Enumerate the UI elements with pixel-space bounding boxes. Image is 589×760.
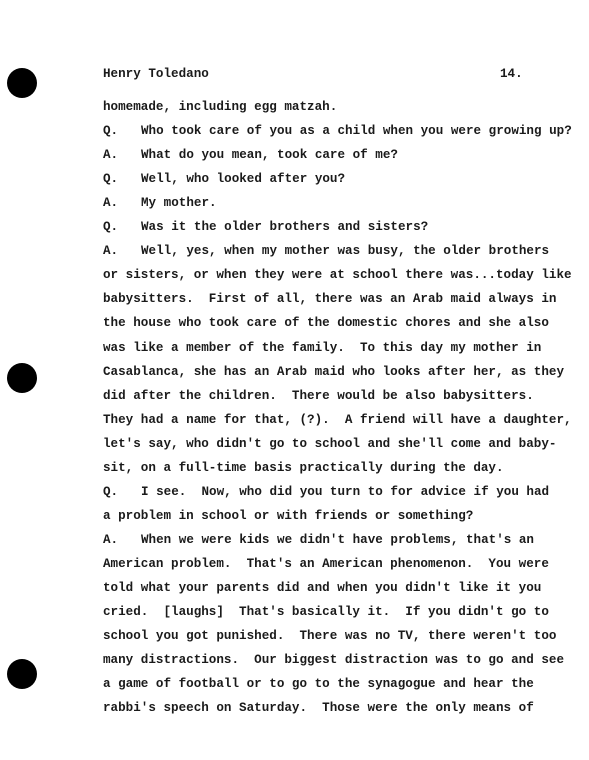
text-line: told what your parents did and when you didn't like it you: [103, 581, 542, 595]
text-line: a problem in school or with friends or something?: [103, 509, 474, 523]
text-line: sit, on a full-time basis practically during the day.: [103, 461, 504, 475]
text-line: Casablanca, she has an Arab maid who looks after her, as they: [103, 365, 565, 379]
text-line: They had a name for that, (?). A friend will have a daughter,: [103, 413, 572, 427]
speaker-marker: Q.: [103, 172, 119, 186]
line-text: My mother.: [141, 196, 217, 210]
text-line: or sisters, or when they were at school there was...today like: [103, 268, 572, 282]
qa-line: [103, 484, 550, 500]
text-line: babysitters. First of all, there was an Arab maid always in: [103, 292, 557, 306]
qa-line: [103, 219, 525, 235]
line-text: Well, who looked after you?: [141, 172, 346, 186]
qa-line: [103, 532, 534, 548]
qa-line: [103, 123, 572, 139]
qa-line: [103, 147, 525, 163]
text-line: American problem. That's an American phenomenon. You were: [103, 557, 549, 571]
line-text: I see. Now, who did you turn to for advice if you had: [141, 485, 550, 499]
speaker-marker: A.: [103, 196, 119, 210]
speaker-marker: A.: [103, 244, 119, 258]
punch-hole-top: [7, 68, 37, 98]
punch-hole-middle: [7, 363, 37, 393]
qa-line: [103, 195, 525, 211]
line-text: Was it the older brothers and sisters?: [141, 220, 429, 234]
text-line: rabbi's speech on Saturday. Those were the only means of: [103, 701, 534, 715]
line-text: When we were kids we didn't have problems, that's an: [141, 533, 534, 547]
text-line: let's say, who didn't go to school and she'll come and baby-: [103, 437, 557, 451]
speaker-marker: Q.: [103, 485, 119, 499]
line-text: Who took care of you as a child when you were growing up?: [141, 124, 572, 138]
qa-line: [103, 171, 525, 187]
text-line: was like a member of the family. To this day my mother in: [103, 341, 542, 355]
line-text: Well, yes, when my mother was busy, the older brothers: [141, 244, 550, 258]
punch-hole-bottom: [7, 659, 37, 689]
text-line: cried. [laughs] That's basically it. If you didn't go to: [103, 605, 549, 619]
speaker-marker: Q.: [103, 124, 119, 138]
text-line: the house who took care of the domestic chores and she also: [103, 316, 549, 330]
speaker-marker: A.: [103, 533, 119, 547]
page-number: 14.: [500, 67, 523, 81]
text-line: school you got punished. There was no TV, there weren't too: [103, 629, 557, 643]
text-line: did after the children. There would be also babysitters.: [103, 389, 534, 403]
text-line: a game of football or to go to the synagogue and hear the: [103, 677, 534, 691]
speaker-marker: A.: [103, 148, 119, 162]
speaker-marker: Q.: [103, 220, 119, 234]
text-line: many distractions. Our biggest distraction was to go and see: [103, 653, 565, 667]
header-name: Henry Toledano: [103, 67, 209, 81]
text-line: homemade, including egg matzah.: [103, 100, 338, 114]
qa-line: [103, 243, 550, 259]
line-text: What do you mean, took care of me?: [141, 148, 398, 162]
